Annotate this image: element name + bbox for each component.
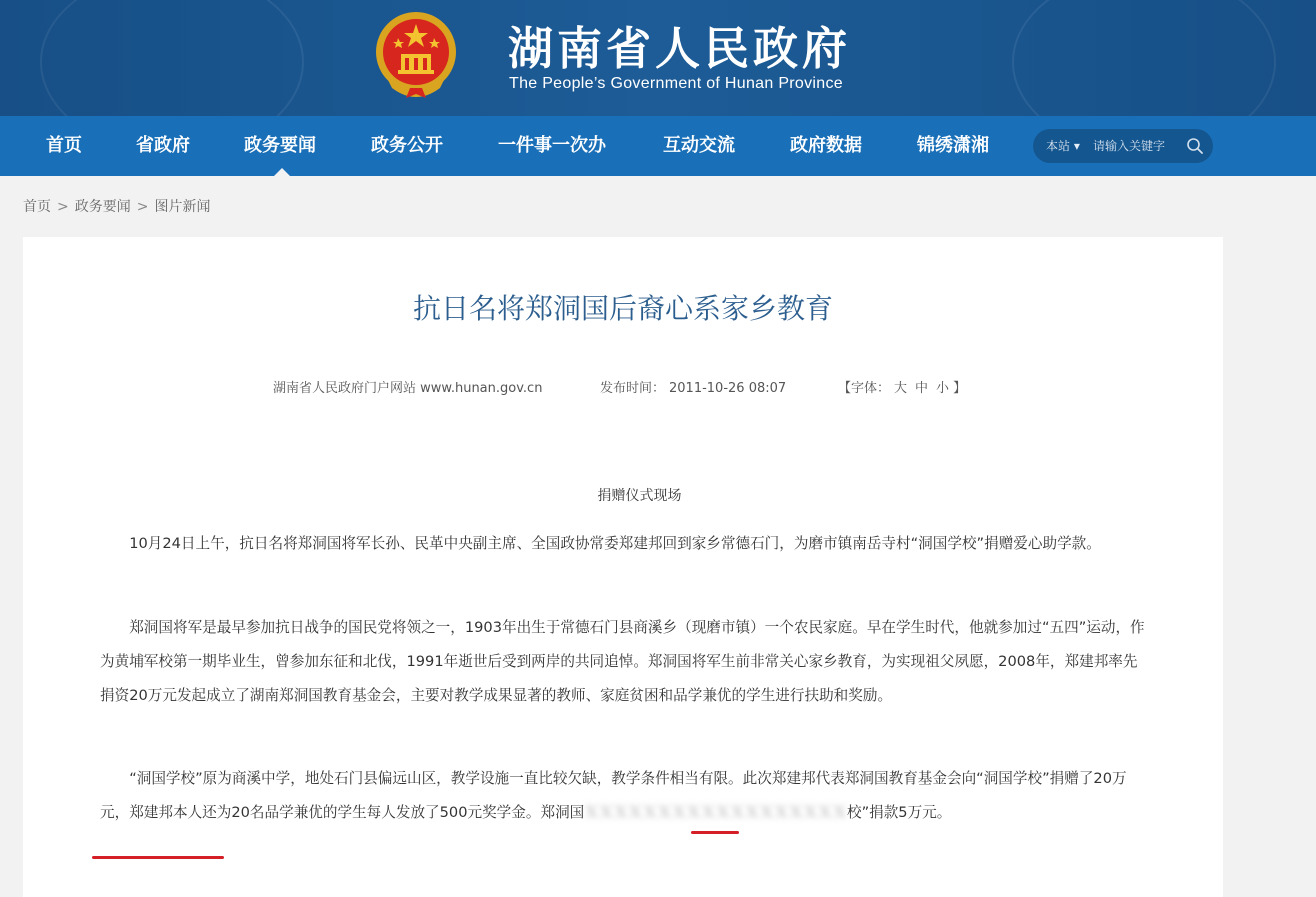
nav-item-interaction[interactable]: 互动交流 bbox=[663, 135, 735, 156]
nav-item-government-affairs-disclosure[interactable]: 政务公开 bbox=[371, 135, 443, 156]
site-subtitle: The People’s Government of Hunan Province bbox=[509, 75, 843, 92]
publish-label: 发布时间： bbox=[600, 381, 666, 396]
search-scope-dropdown[interactable]: 本站 ▾ bbox=[1046, 139, 1080, 153]
paragraph-3-highlight: 郑洞国 bbox=[540, 804, 585, 821]
red-underline-mark bbox=[92, 856, 224, 859]
paragraph-3-ending: 校”捐款5万元。 bbox=[846, 804, 952, 821]
font-size-large-button[interactable]: 大 bbox=[894, 381, 908, 396]
article-title: 抗日名将郑洞国后裔心系家乡教育 bbox=[412, 292, 833, 325]
breadcrumb-item-photo-news[interactable]: 图片新闻 bbox=[154, 199, 211, 215]
nav-item-one-stop-service[interactable]: 一件事一次办 bbox=[498, 135, 606, 156]
site-header bbox=[0, 0, 1316, 116]
nav-item-government-news[interactable]: 政务要闻 bbox=[244, 135, 316, 156]
search-box bbox=[1033, 129, 1213, 163]
paragraph-3-text: “洞国学校”原为商溪中学，地处石门县偏远山区，教学设施一直比较欠缺，教学条件相当有限。此次郑建邦代表郑洞国教育基金会向“洞国学校”捐赠了20万元，郑建邦本人还为20名品学兼优的学生每人发放了500元奖学金。 bbox=[100, 770, 1127, 821]
publish-time-value: 2011-10-26 08:07 bbox=[669, 381, 787, 396]
article-paragraph-3 bbox=[100, 762, 1145, 830]
search-input[interactable] bbox=[1093, 136, 1185, 156]
font-size-medium-button[interactable]: 中 bbox=[915, 381, 929, 396]
breadcrumb-item-government-news[interactable]: 政务要闻 bbox=[74, 199, 131, 215]
font-close: 】 bbox=[953, 381, 967, 396]
breadcrumb-item-home[interactable]: 首页 bbox=[23, 199, 51, 215]
nav-item-provincial-government[interactable]: 省政府 bbox=[136, 135, 190, 156]
article-panel bbox=[23, 237, 1223, 897]
nav-item-government-data[interactable]: 政府数据 bbox=[790, 135, 862, 156]
national-emblem-icon[interactable] bbox=[374, 10, 458, 100]
nav-item-beautiful-hunan[interactable]: 锦绣潇湘 bbox=[917, 135, 989, 156]
article-source: 湖南省人民政府门户网站 www.hunan.gov.cn bbox=[273, 381, 543, 396]
article-paragraph-1: 10月24日上午，抗日名将郑洞国将军长孙、民革中央副主席、全国政协常委郑建邦回到家乡常德石门，为磨市镇南岳寺村“洞国学校”捐赠爱心助学款。 bbox=[129, 535, 1101, 552]
header-decoration-left bbox=[40, 0, 304, 116]
breadcrumb-separator: > bbox=[57, 199, 69, 215]
article-paragraph-2: 郑洞国将军是最早参加抗日战争的国民党将领之一，1903年出生于常德石门县商溪乡（现磨市镇）一个农民家庭。早在学生时代，他就参加过“五四”运动，作为黄埔军校第一期毕业生，曾参加东征和北伐，1991年逝世后受到两岸的共同追悼。郑洞国将军生前非常关心家乡教育，为实现祖父夙愿，2008年，郑建邦率先捐资20万元发起成立了湖南郑洞国教育基金会，主要对教学成果显著的教师、家庭贫困和品学兼优的学生进行扶助和奖励。 bbox=[100, 619, 1145, 704]
nav-active-indicator bbox=[274, 168, 290, 176]
font-size-small-button[interactable]: 小 bbox=[936, 381, 950, 396]
site-title: 湖南省人民政府 bbox=[508, 22, 852, 75]
font-size-controls bbox=[838, 377, 966, 396]
breadcrumb-separator: > bbox=[136, 199, 149, 215]
article-publish-time bbox=[600, 377, 786, 396]
nav-item-home[interactable]: 首页 bbox=[46, 135, 82, 156]
header-decoration-right bbox=[1012, 0, 1276, 116]
font-label: 【字体： bbox=[838, 381, 891, 396]
image-caption: 捐赠仪式现场 bbox=[597, 488, 682, 504]
red-underline-mark bbox=[691, 831, 739, 834]
blurred-text: ＸＸＸＸＸＸＸＸＸＸＸＸＸＸＸＸＸＸ bbox=[584, 804, 847, 821]
breadcrumb bbox=[23, 196, 210, 216]
search-icon[interactable] bbox=[1186, 137, 1204, 155]
